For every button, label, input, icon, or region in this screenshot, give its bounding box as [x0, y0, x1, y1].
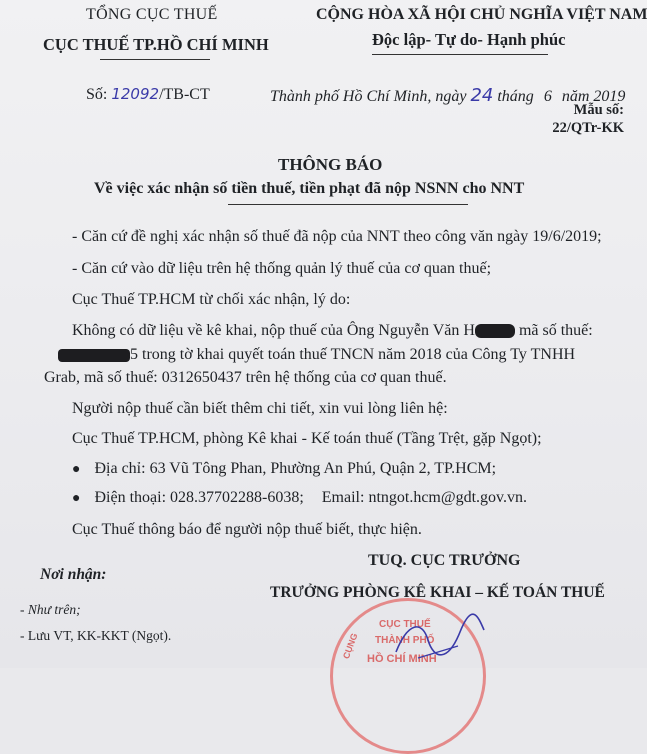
address-text: Địa chỉ: 63 Vũ Tông Phan, Phường An Phú, Quận 2, TP.HCM;: [94, 460, 497, 477]
subtitle-underline: [228, 204, 468, 205]
document-subtitle: Về việc xác nhận số tiền thuế, tiền phạt đã nộp NSNN cho NNT: [94, 180, 525, 197]
signature-position: TRƯỞNG PHÒNG KÊ KHAI – KẾ TOÁN THUẾ: [270, 584, 605, 601]
number-prefix: Số:: [86, 86, 108, 103]
contact-phone-email: [72, 489, 527, 507]
recipients-heading: Nơi nhận:: [40, 566, 107, 583]
recipient-1: - Như trên;: [20, 602, 81, 617]
date-month: 6: [543, 88, 552, 105]
number-handwritten: 12092: [111, 85, 160, 103]
reason-text-a: Không có dữ liệu về kê khai, nộp thuế của Ông Nguyễn Văn H: [72, 322, 475, 339]
stamp-line1: CỤC THUẾ: [379, 619, 431, 630]
form-code-label: Mẫu số:: [573, 102, 624, 118]
date-year: năm 2019: [561, 88, 626, 105]
form-code-box: [548, 101, 624, 139]
body-basis-1: - Căn cứ đề nghị xác nhận số thuế đã nộp của NNT theo công văn ngày 19/6/2019;: [72, 228, 602, 245]
stamp-line2: THÀNH PHỐ: [375, 635, 435, 646]
phone-text: Điện thoại: 028.37702288-6038;: [94, 489, 304, 506]
signature-authority: TUQ. CỤC TRƯỞNG: [368, 552, 521, 569]
body-reason-line2: [58, 346, 575, 364]
number-suffix: /TB-CT: [159, 86, 210, 103]
reason-text-c: 5 trong tờ khai quyết toán thuế TNCN năm 2018 của Công Ty TNHH: [130, 346, 576, 363]
recipient-2: - Lưu VT, KK-KKT (Ngọt).: [20, 628, 172, 643]
redacted-name: [475, 324, 515, 338]
redacted-tax-code: [58, 349, 130, 362]
document-number: [86, 85, 210, 104]
email-text: Email: ntngot.hcm@gdt.gov.vn.: [321, 489, 528, 506]
motto-underline: [372, 54, 548, 55]
date-month-label: tháng: [497, 88, 534, 105]
signature-scribble-icon: [388, 612, 488, 668]
body-reason-line1: [72, 322, 593, 340]
body-closing: Cục Thuế thông báo để người nộp thuế biết, thực hiện.: [72, 521, 422, 538]
bullet-icon: ●: [72, 491, 81, 506]
date-prefix: Thành phố Hồ Chí Minh, ngày: [270, 88, 467, 105]
reason-text-b: mã số thuế:: [518, 322, 593, 339]
stamp-line3: HỒ CHÍ MINH: [367, 653, 437, 665]
form-code-value: 22/QTr-KK: [552, 120, 624, 136]
agency-underline: [100, 59, 210, 60]
stamp-arc-text: CỤNG: [341, 631, 360, 661]
agency-parent: TỔNG CỤC THUẾ: [86, 6, 218, 23]
contact-address: [72, 460, 496, 478]
body-contact-office: Cục Thuế TP.HCM, phòng Kê khai - Kế toán thuế (Tầng Trệt, gặp Ngọt);: [72, 430, 542, 447]
body-refusal: Cục Thuế TP.HCM từ chối xác nhận, lý do:: [72, 291, 351, 308]
document-title: THÔNG BÁO: [278, 155, 383, 174]
bullet-icon: ●: [72, 462, 81, 477]
agency-name: CỤC THUẾ TP.HỒ CHÍ MINH: [43, 35, 269, 54]
body-basis-2: - Căn cứ vào dữ liệu trên hệ thống quản lý thuế của cơ quan thuế;: [72, 260, 492, 277]
body-contact-intro: Người nộp thuế cần biết thêm chi tiết, xin vui lòng liên hệ:: [72, 400, 448, 417]
national-title: CỘNG HÒA XÃ HỘI CHỦ NGHĨA VIỆT NAM: [316, 6, 647, 23]
national-motto: Độc lập- Tự do- Hạnh phúc: [372, 30, 566, 49]
body-reason-line3: Grab, mã số thuế: 0312650437 trên hệ thống của cơ quan thuế.: [44, 369, 447, 386]
date-day: 24: [470, 85, 494, 106]
